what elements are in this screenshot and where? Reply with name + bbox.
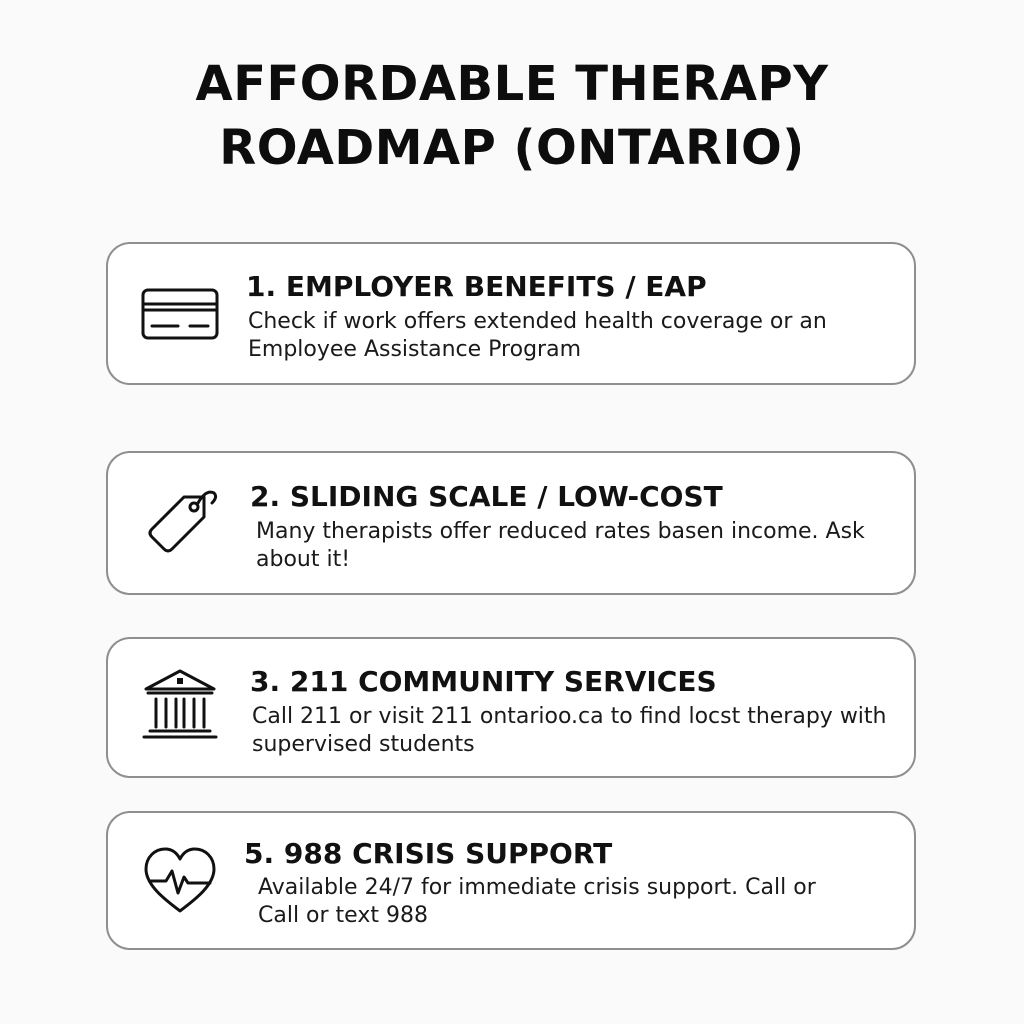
card-description-line-2: Employee Assistance Program bbox=[248, 337, 581, 362]
card-sliding-scale bbox=[106, 451, 916, 595]
heartbeat-icon bbox=[140, 841, 220, 921]
price-tag-icon bbox=[140, 481, 220, 561]
card-description bbox=[248, 308, 888, 364]
card-description-line-1: Available 24/7 for immediate crisis support. Call or bbox=[258, 875, 816, 900]
card-heading: 3. 211 COMMUNITY SERVICES bbox=[250, 665, 717, 698]
credit-card-icon bbox=[140, 274, 220, 354]
card-heading: 2. SLIDING SCALE / LOW-COST bbox=[250, 480, 723, 513]
card-description-line-1: Check if work offers extended health coverage or an bbox=[248, 309, 827, 334]
card-description bbox=[256, 518, 896, 574]
card-heading: 1. EMPLOYER BENEFITS / EAP bbox=[246, 270, 707, 303]
card-description-line-2: Call or text 988 bbox=[258, 903, 428, 928]
card-crisis-support bbox=[106, 811, 916, 950]
card-employer-benefits bbox=[106, 242, 916, 385]
page-title bbox=[0, 52, 1024, 180]
card-description-line-2: about it! bbox=[256, 547, 351, 572]
card-description bbox=[258, 874, 898, 930]
card-description-line-1: Call 211 or visit 211 ontarioo.ca to find locst therapy with bbox=[252, 704, 887, 729]
page-title-line-2: ROADMAP (ONTARIO) bbox=[219, 120, 805, 176]
government-building-icon bbox=[140, 665, 220, 745]
card-description-line-2: supervised students bbox=[252, 732, 475, 757]
page-title-line-1: AFFORDABLE THERAPY bbox=[195, 56, 829, 112]
card-community-services bbox=[106, 637, 916, 778]
card-heading: 5. 988 CRISIS SUPPORT bbox=[244, 837, 613, 870]
card-description bbox=[252, 703, 892, 759]
card-description-line-1: Many therapists offer reduced rates basen income. Ask bbox=[256, 519, 865, 544]
